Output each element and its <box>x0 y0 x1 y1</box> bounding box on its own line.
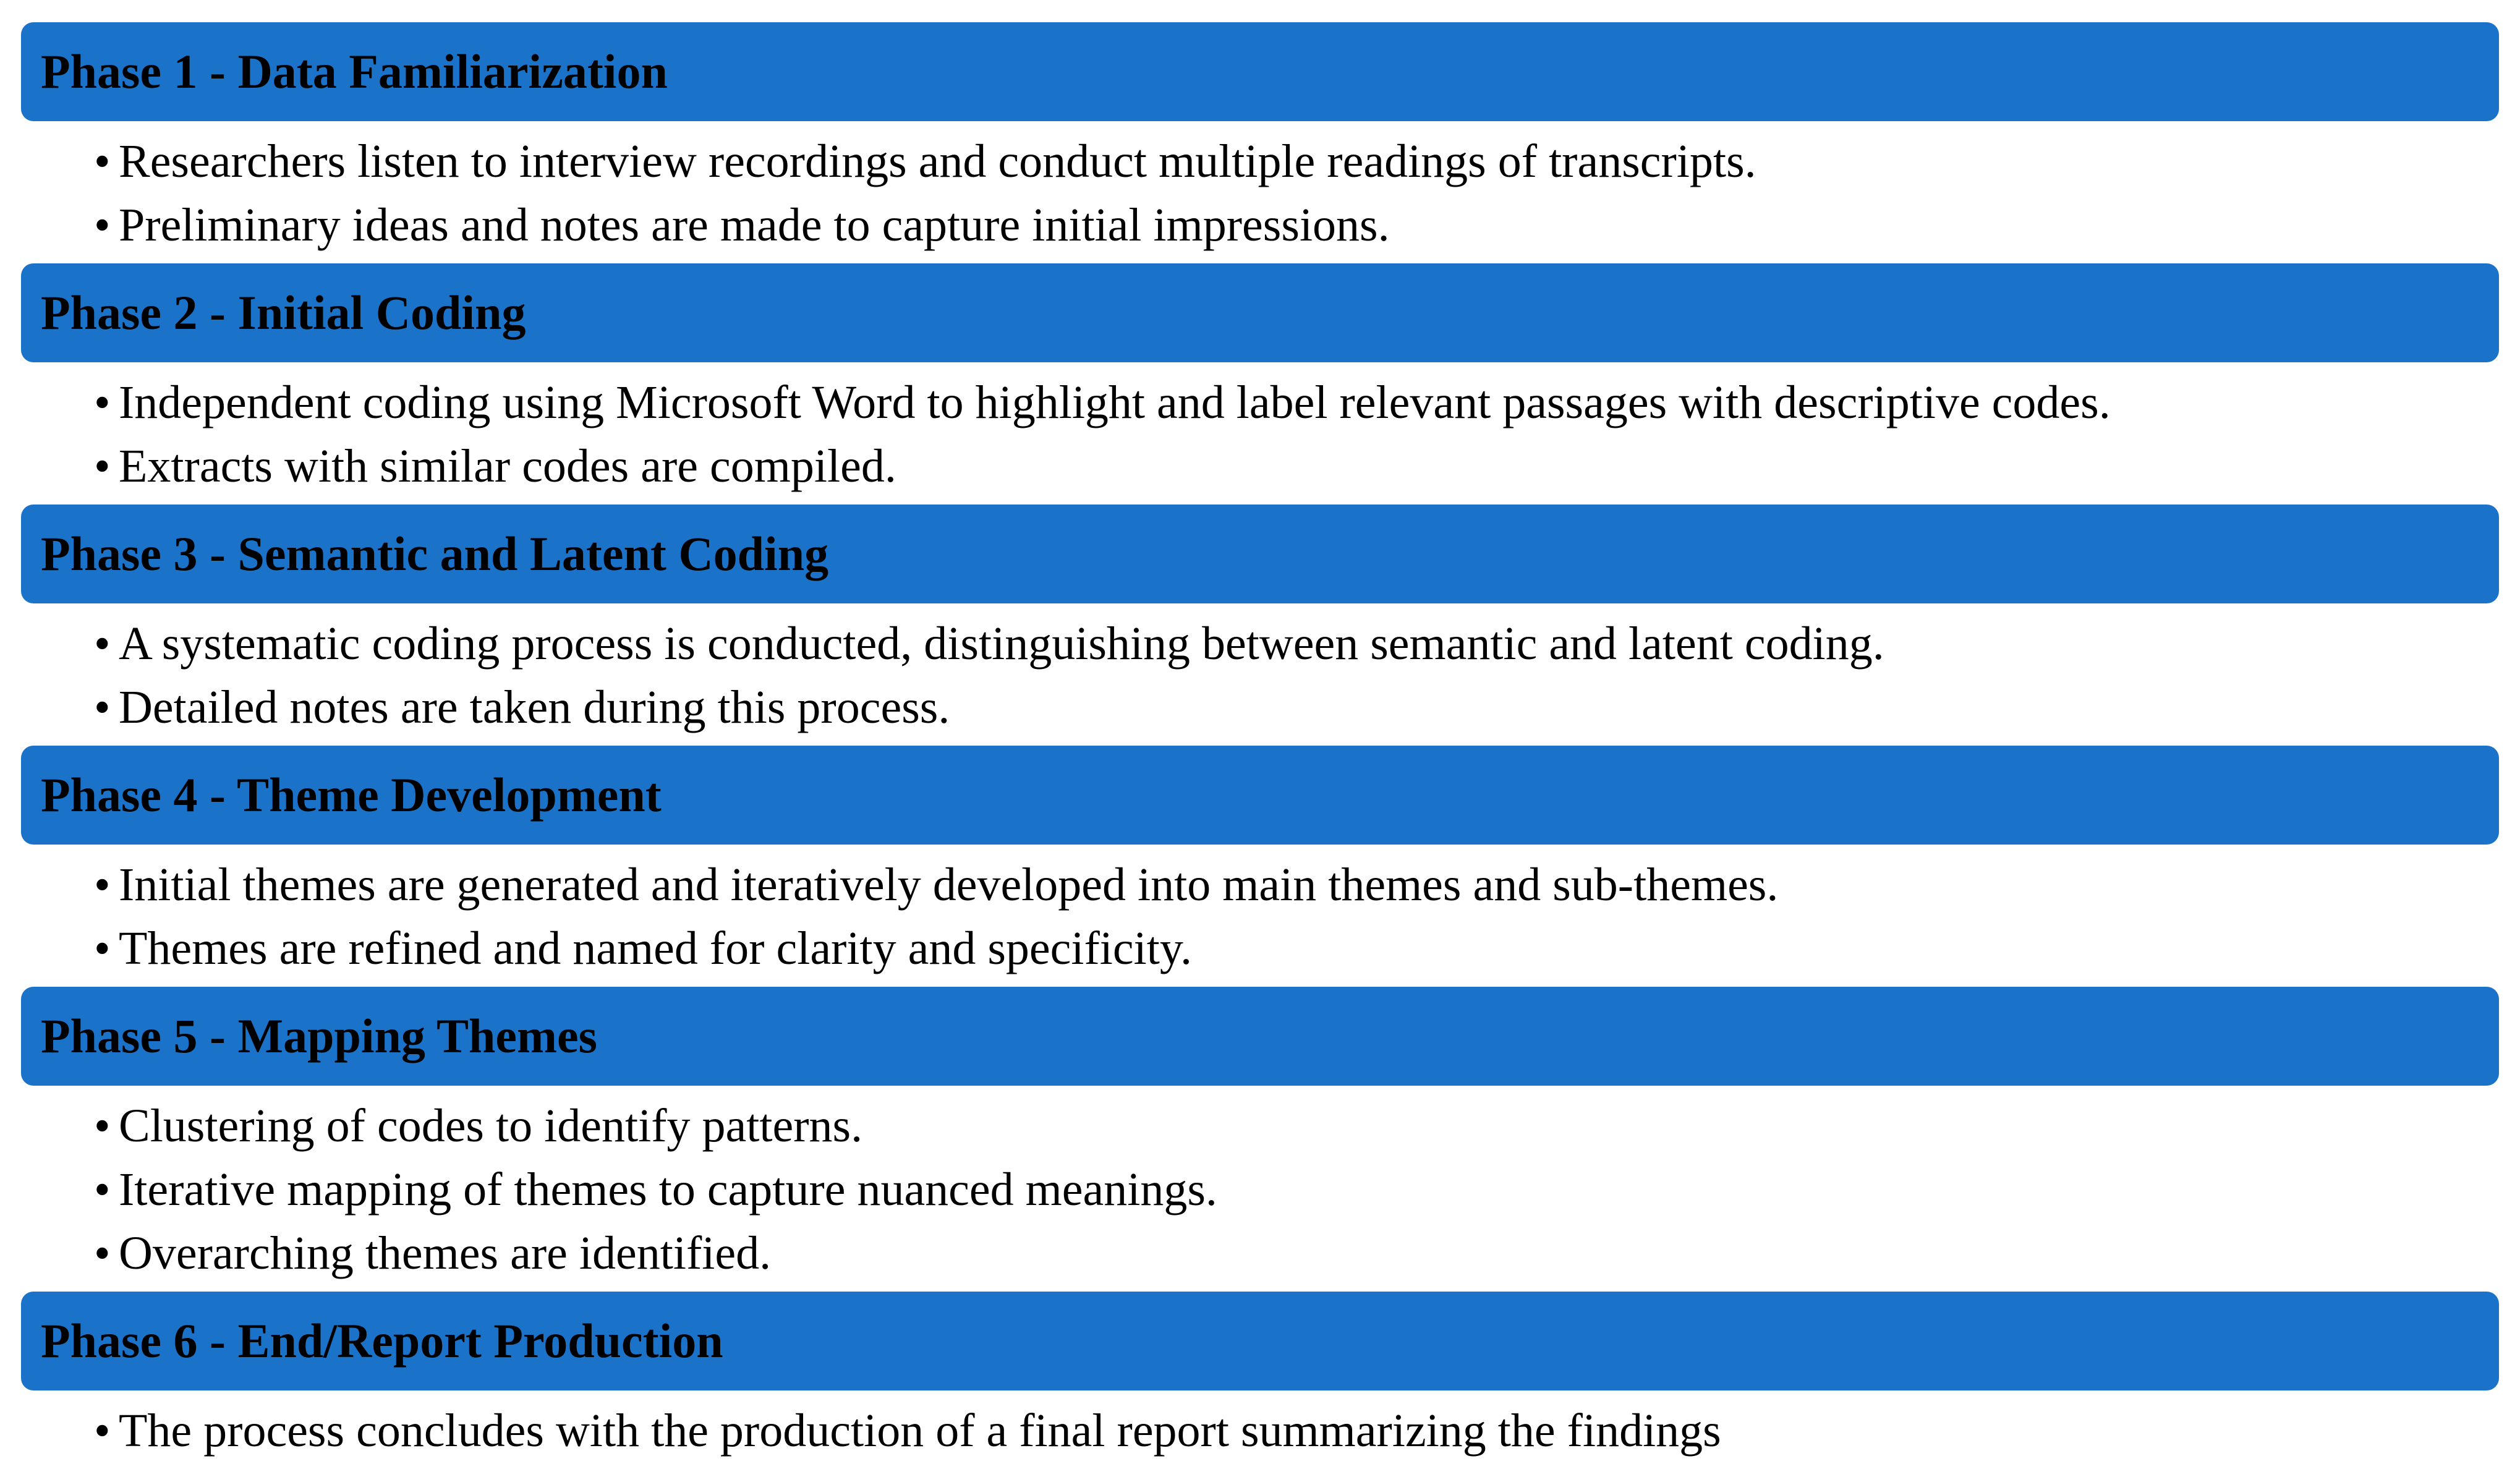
bullet-icon: • <box>94 1164 111 1216</box>
bullet-icon: • <box>94 199 111 251</box>
phase-section <box>21 987 2499 1292</box>
bullet-text: Extracts with similar codes are compiled. <box>119 440 896 492</box>
bullet-text: Themes are refined and named for clarity and specificity. <box>119 922 1192 974</box>
bullet-item <box>21 1222 2499 1285</box>
bullet-icon: • <box>94 440 111 492</box>
phase-header: Phase 3 - Semantic and Latent Coding <box>21 505 2499 603</box>
bullet-icon: • <box>94 1227 111 1279</box>
bullet-text: Preliminary ideas and notes are made to capture initial impressions. <box>119 199 1390 251</box>
bullet-text: Overarching themes are identified. <box>119 1227 772 1279</box>
bullet-icon: • <box>94 922 111 974</box>
bullet-text: Iterative mapping of themes to capture nuanced meanings. <box>119 1164 1217 1216</box>
bullet-icon: • <box>94 618 111 670</box>
bullet-item <box>21 1158 2499 1222</box>
bullet-text: The process concludes with the production of a final report summarizing the findings <box>119 1405 1721 1457</box>
phase-header: Phase 1 - Data Familiarization <box>21 22 2499 121</box>
phase-bullet-list <box>21 1086 2499 1292</box>
phase-bullet-list <box>21 603 2499 746</box>
phase-section <box>21 22 2499 263</box>
phase-section <box>21 746 2499 987</box>
bullet-text: Clustering of codes to identify patterns. <box>119 1100 863 1152</box>
phase-header: Phase 6 - End/Report Production <box>21 1292 2499 1390</box>
bullet-item <box>21 917 2499 981</box>
bullet-item <box>21 853 2499 917</box>
bullet-text: Detailed notes are taken during this process. <box>119 681 950 733</box>
bullet-text: Independent coding using Microsoft Word to highlight and label relevant passages with descriptive codes. <box>119 377 2111 428</box>
bullet-item <box>21 130 2499 194</box>
phase-section <box>21 1292 2499 1469</box>
phase-bullet-list <box>21 362 2499 505</box>
bullet-text: A systematic coding process is conducted, distinguishing between semantic and latent coding. <box>119 618 1884 670</box>
bullet-text: Initial themes are generated and iteratively developed into main themes and sub-themes. <box>119 859 1779 911</box>
bullet-icon: • <box>94 681 111 733</box>
phase-header: Phase 4 - Theme Development <box>21 746 2499 845</box>
phase-diagram <box>21 22 2499 1469</box>
phase-header: Phase 5 - Mapping Themes <box>21 987 2499 1086</box>
bullet-item <box>21 1094 2499 1158</box>
bullet-item <box>21 371 2499 435</box>
bullet-item <box>21 435 2499 498</box>
bullet-icon: • <box>94 1405 111 1457</box>
phase-header: Phase 2 - Initial Coding <box>21 263 2499 362</box>
phase-section <box>21 505 2499 746</box>
phase-bullet-list <box>21 1390 2499 1469</box>
bullet-item <box>21 1399 2499 1463</box>
bullet-text: Researchers listen to interview recordings and conduct multiple readings of transcripts. <box>119 135 1756 187</box>
phase-section <box>21 263 2499 505</box>
phase-bullet-list <box>21 845 2499 987</box>
bullet-item <box>21 194 2499 257</box>
phase-bullet-list <box>21 121 2499 263</box>
bullet-icon: • <box>94 859 111 911</box>
bullet-item <box>21 612 2499 676</box>
bullet-item <box>21 676 2499 739</box>
bullet-icon: • <box>94 377 111 428</box>
bullet-icon: • <box>94 1100 111 1152</box>
bullet-icon: • <box>94 135 111 187</box>
